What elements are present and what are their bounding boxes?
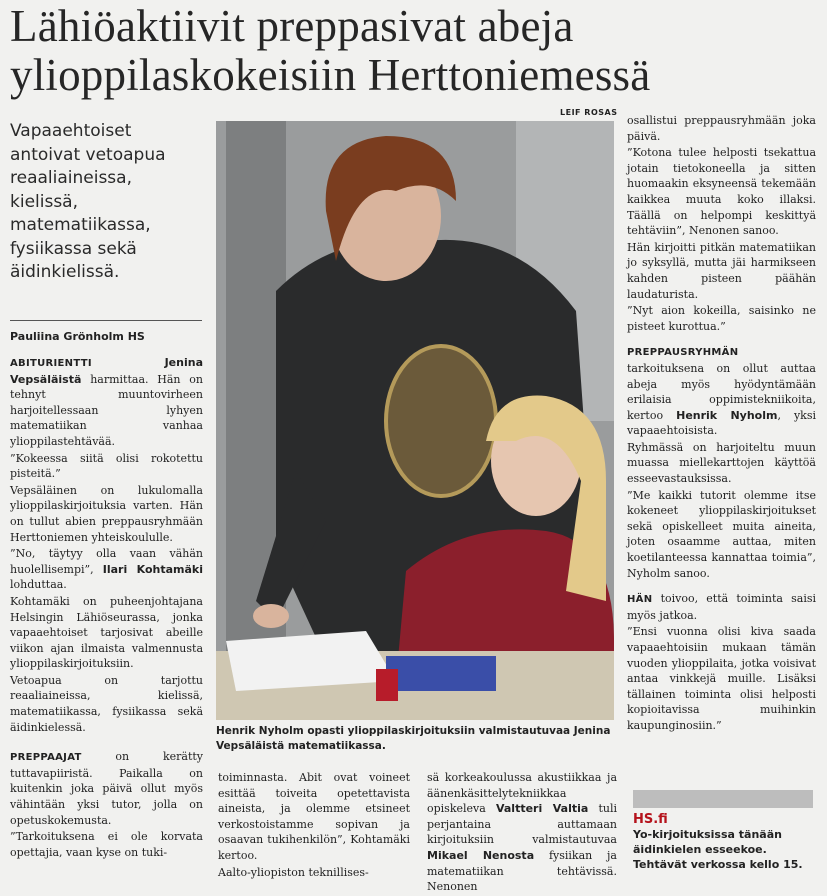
headline xyxy=(10,2,820,100)
photo-credit: LEIF ROSAS xyxy=(560,108,618,117)
lead-in: HÄN xyxy=(627,594,653,606)
paragraph-text: toivoo, että toiminta saisi myös jatkoa. xyxy=(627,592,817,622)
byline: Pauliina Grönholm HS xyxy=(10,330,145,343)
person-name: Henrik Nyholm xyxy=(676,408,778,422)
hs-info-box xyxy=(633,790,813,882)
headline-line-1: Lähiöaktiivit preppasivat abeja xyxy=(10,1,574,51)
photo-illustration xyxy=(216,121,614,720)
headline-line-2: ylioppilaskokeisiin Herttoniemessä xyxy=(10,50,651,100)
paragraph xyxy=(427,770,617,895)
paragraph xyxy=(627,591,816,623)
column-1 xyxy=(10,355,203,861)
paragraph: ”Nyt aion kokeilla, saisinko ne pisteet kurottua.” xyxy=(627,304,816,333)
paragraph xyxy=(10,355,203,450)
paragraph: ”Kokeessa siitä olisi rokotettu pisteitä.” xyxy=(10,451,203,481)
paragraph: ”Kotona tulee helposti tsekattua jotain tietokoneella ja sitten huomaakin eksyneensä tekemään kaikkea muuta koko illaksi. Täällä on helpompi keskittyä tehtäviin”, Nenonen sanoo. xyxy=(627,146,816,238)
paragraph: Aalto-yliopiston teknillises- xyxy=(218,865,369,879)
column-2 xyxy=(218,770,410,881)
lead-in: PREPPAUSRYHMÄN xyxy=(627,347,739,359)
paragraph xyxy=(10,546,203,593)
person-name: Mikael Nenosta xyxy=(427,848,535,862)
person-name: Ilari Kohtamäki xyxy=(102,562,204,576)
paragraph xyxy=(10,749,203,828)
paragraph: osallistui preppausryhmään joka päivä. xyxy=(627,114,816,143)
paragraph: ”Tarkoituksena ei ole korvata opettajia, vaan kyse on tuki- xyxy=(10,830,203,859)
column-4 xyxy=(627,113,816,735)
paragraph-text: ”No, täytyy olla vaan vähän huolellisempi”, xyxy=(10,547,203,576)
lede-divider xyxy=(10,320,202,321)
paragraph-text: sä korkeakoulussa akustiikkaa ja äänenkäsittelytekniikkaa opiskeleva xyxy=(427,771,617,816)
paragraph: ”Me kaikki tutorit olemme itse kokeneet ylioppilaskirjoitukset sekä opiskelleet muita aineita, joten osaamme auttaa, miten koetilanteessa kannattaa toimia”, Nyholm sanoo. xyxy=(627,488,816,580)
paragraph xyxy=(627,344,816,439)
photo-caption: Henrik Nyholm opasti ylioppilaskirjoituksiin valmistautuvaa Jenina Vepsäläistä matematiikassa. xyxy=(216,725,611,752)
hs-box-line-2: Tehtävät verkossa kello 15. xyxy=(633,858,803,871)
paragraph-text: harmittaa. Hän on tehnyt muuntovirheen harjoitellessaan lyhyen matematiikan vanhaa ylioppilastehtävää. xyxy=(10,372,203,448)
paragraph: Vetoapua on tarjottu reaaliaineissa, kielissä, matematiikassa, fysiikassa sekä äidinkielessä. xyxy=(10,673,203,734)
paragraph-text: fysiikan ja matematiikan tehtävissä. Nenonen xyxy=(427,848,617,894)
paragraph: Kohtamäki on puheenjohtajana Helsingin Lähiöseurassa, jonka vapaaehtoiset tarjosivat abeille viikon ajan ilmaista valmennusta ylioppilaskirjoituksiin. xyxy=(10,594,203,671)
lead-in: PREPPAAJAT xyxy=(10,752,82,764)
paragraph-text: tuli perjantaina auttamaan kirjoituksiin valmistautuvaa xyxy=(427,802,617,847)
paragraph: ”Ensi vuonna olisi kiva saada vapaaehtoisiin mukaan tämän vuoden ylioppilaita, jotka voisivat antaa vinkkejä muille. Lisäksi tällainen toiminta olisi helposti kopioitavissa muihinkin kaupunginosiin.” xyxy=(627,625,816,732)
paragraph-text: tarkoituksena on ollut auttaa abeja myös hyödyntämään erilaisia oppimistekniikoita, kertoo xyxy=(627,361,816,422)
paragraph: Ryhmässä on harjoiteltu muun muassa miellekarttojen käyttöä esseevastauksissa. xyxy=(627,440,816,486)
person-name: Valtteri Valtia xyxy=(495,802,589,816)
person-name: Jenina Vepsäläistä xyxy=(10,356,203,386)
paragraph-text: on kerätty tuttavapiiristä. Paikalla on kuitenkin joka päivä ollut myös vähintään yksi tutor, jolla on opetuskokemusta. xyxy=(10,750,203,827)
paragraph: toiminnasta. Abit ovat voineet esittää toiveita opetettavista aineista, ja olemme etsineet verkostoistamme sopivan ja osaavan tukihenkilön”, Kohtamäki kertoo. xyxy=(218,771,410,862)
hs-box-bar xyxy=(633,790,813,808)
paragraph: Hän kirjoitti pitkän matematiikan jo syksyllä, mutta jäi harmikseen kahden pisteen päähän laudaturista. xyxy=(627,240,816,301)
paragraph: Vepsäläinen on lukulomalla ylioppilaskirjoituksia varten. Hän on tullut abien preppausryhmään Herttoniemen yhteiskoululle. xyxy=(10,483,203,544)
lede: Vapaaehtoiset antoivat vetoapua reaaliaineissa, kielissä, matematiikassa, fysiikassa sekä äidinkielissä. xyxy=(10,121,166,282)
paragraph-text: , yksi vapaaehtoisista. xyxy=(627,408,816,438)
paragraph-text: lohduttaa. xyxy=(10,578,67,592)
hs-box-line-1: Yo-kirjoituksissa tänään äidinkielen esseekoe. xyxy=(633,828,782,856)
hs-logo: HS.fi xyxy=(633,812,668,827)
column-3 xyxy=(427,770,617,896)
lead-in: ABITURIENTTI xyxy=(10,358,92,369)
article-photo xyxy=(216,121,614,720)
